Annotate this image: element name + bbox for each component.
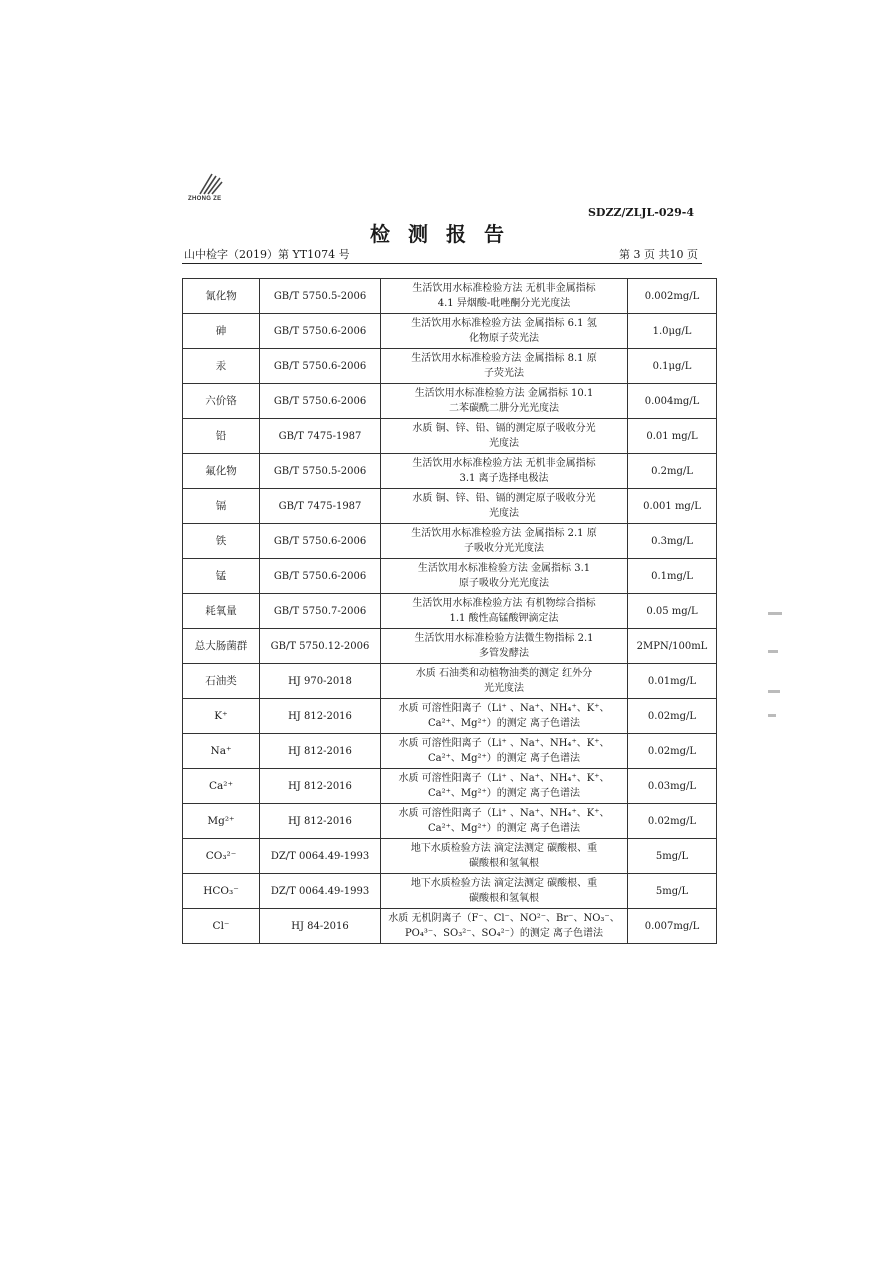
method-line-2: 化物原子荧光法: [469, 333, 539, 344]
standard-cell: GB/T 7475-1987: [260, 489, 381, 524]
method-line-2: 光光度法: [484, 683, 524, 694]
method-line-2: 光度法: [489, 438, 519, 449]
item-cell: 总大肠菌群: [183, 629, 260, 664]
method-cell: [381, 349, 628, 384]
standard-cell: GB/T 5750.5-2006: [260, 454, 381, 489]
method-cell: [381, 769, 628, 804]
method-line-1: 生活饮用水标准检验方法 金属指标 10.1: [414, 388, 594, 399]
method-line-2: 碳酸根和氢氧根: [469, 893, 539, 904]
table-row: [183, 314, 717, 349]
limit-cell: 5mg/L: [628, 874, 717, 909]
limit-cell: 0.03mg/L: [628, 769, 717, 804]
limit-cell: 0.2mg/L: [628, 454, 717, 489]
method-line-1: 水质 石油类和动植物油类的测定 红外分: [415, 668, 593, 679]
method-cell: [381, 734, 628, 769]
method-line-2: Ca²⁺、Mg²⁺）的测定 离子色谱法: [427, 823, 580, 834]
table-row: [183, 909, 717, 944]
method-line-1: 地下水质检验方法 滴定法测定 碳酸根、重: [410, 843, 598, 854]
method-cell: [381, 489, 628, 524]
method-cell: [381, 594, 628, 629]
method-line-1: 生活饮用水标准检验方法 无机非金属指标: [412, 283, 596, 294]
item-cell: Mg²⁺: [183, 804, 260, 839]
limit-cell: 0.02mg/L: [628, 734, 717, 769]
header-rule: [182, 263, 702, 264]
method-line-1: 水质 可溶性阳离子（Li⁺ 、Na⁺、NH₄⁺、K⁺、: [398, 738, 610, 749]
table-row: [183, 769, 717, 804]
method-line-1: 水质 可溶性阳离子（Li⁺ 、Na⁺、NH₄⁺、K⁺、: [398, 773, 610, 784]
limit-cell: 0.01mg/L: [628, 664, 717, 699]
standard-cell: HJ 812-2016: [260, 699, 381, 734]
zhongze-logo-icon: [190, 168, 230, 208]
page-info: 第 3 页 共10 页: [619, 248, 698, 261]
standard-cell: DZ/T 0064.49-1993: [260, 839, 381, 874]
method-line-2: 子吸收分光光度法: [464, 543, 544, 554]
method-line-1: 水质 铜、锌、铅、镉的测定原子吸收分光: [412, 423, 596, 434]
item-cell: 耗氧量: [183, 594, 260, 629]
table-row: [183, 594, 717, 629]
table-row: [183, 804, 717, 839]
method-line-2: Ca²⁺、Mg²⁺）的测定 离子色谱法: [427, 788, 580, 799]
method-line-2: 光度法: [489, 508, 519, 519]
method-line-1: 生活饮用水标准检验方法 金属指标 8.1 原: [411, 353, 597, 364]
method-line-2: 碳酸根和氢氧根: [469, 858, 539, 869]
method-line-2: 4.1 异烟酸-吡唑酮分光光度法: [437, 298, 571, 309]
table-row: [183, 419, 717, 454]
method-line-2: 二苯碳酰二肼分光光度法: [449, 403, 559, 414]
method-line-1: 地下水质检验方法 滴定法测定 碳酸根、重: [410, 878, 598, 889]
method-line-2: 子荧光法: [484, 368, 524, 379]
method-cell: [381, 419, 628, 454]
limit-cell: 0.007mg/L: [628, 909, 717, 944]
table-row: [183, 559, 717, 594]
limit-cell: 0.1μg/L: [628, 349, 717, 384]
standard-cell: DZ/T 0064.49-1993: [260, 874, 381, 909]
limit-cell: 0.002mg/L: [628, 279, 717, 314]
table-row: [183, 629, 717, 664]
report-title: 检测报告: [370, 222, 522, 246]
method-cell: [381, 839, 628, 874]
method-line-1: 生活饮用水标准检验方法 有机物综合指标: [412, 598, 596, 609]
item-cell: 锰: [183, 559, 260, 594]
table-row: [183, 699, 717, 734]
table-row: [183, 384, 717, 419]
standard-cell: GB/T 5750.6-2006: [260, 384, 381, 419]
item-cell: CO₃²⁻: [183, 839, 260, 874]
standard-cell: GB/T 5750.6-2006: [260, 559, 381, 594]
report-id: 山中检字（2019）第 YT1074 号: [184, 248, 350, 261]
table-row: [183, 454, 717, 489]
table-row: [183, 349, 717, 384]
standard-cell: HJ 812-2016: [260, 734, 381, 769]
limit-cell: 0.02mg/L: [628, 804, 717, 839]
method-line-1: 生活饮用水标准检验方法 金属指标 6.1 氢: [411, 318, 597, 329]
method-cell: [381, 279, 628, 314]
method-line-1: 生活饮用水标准检验方法 无机非金属指标: [412, 458, 596, 469]
method-cell: [381, 384, 628, 419]
method-cell: [381, 559, 628, 594]
item-cell: 铅: [183, 419, 260, 454]
method-line-1: 水质 可溶性阳离子（Li⁺ 、Na⁺、NH₄⁺、K⁺、: [398, 703, 610, 714]
standard-cell: HJ 84-2016: [260, 909, 381, 944]
scan-mark: [768, 690, 780, 693]
item-cell: 石油类: [183, 664, 260, 699]
method-cell: [381, 454, 628, 489]
method-line-1: 水质 无机阴离子（F⁻、Cl⁻、NO²⁻、Br⁻、NO₃⁻、: [388, 913, 620, 924]
item-cell: 六价铬: [183, 384, 260, 419]
limit-cell: 0.3mg/L: [628, 524, 717, 559]
document-number: SDZZ/ZLJL-029-4: [587, 206, 694, 219]
method-line-1: 水质 铜、锌、铅、镉的测定原子吸收分光: [412, 493, 596, 504]
limit-cell: 0.05 mg/L: [628, 594, 717, 629]
table-row: [183, 664, 717, 699]
item-cell: 砷: [183, 314, 260, 349]
method-cell: [381, 524, 628, 559]
method-line-2: 多管发酵法: [479, 648, 529, 659]
method-cell: [381, 699, 628, 734]
item-cell: 镉: [183, 489, 260, 524]
method-cell: [381, 804, 628, 839]
table-row: [183, 874, 717, 909]
method-line-2: Ca²⁺、Mg²⁺）的测定 离子色谱法: [427, 718, 580, 729]
method-line-2: 3.1 离子选择电极法: [459, 473, 549, 484]
item-cell: Na⁺: [183, 734, 260, 769]
item-cell: Ca²⁺: [183, 769, 260, 804]
limit-cell: 5mg/L: [628, 839, 717, 874]
limit-cell: 0.001 mg/L: [628, 489, 717, 524]
method-line-1: 生活饮用水标准检验方法 金属指标 2.1 原: [411, 528, 597, 539]
scan-mark: [768, 650, 778, 653]
item-cell: 铁: [183, 524, 260, 559]
scan-mark: [768, 612, 782, 615]
item-cell: HCO₃⁻: [183, 874, 260, 909]
standard-cell: HJ 970-2018: [260, 664, 381, 699]
method-cell: [381, 874, 628, 909]
method-cell: [381, 909, 628, 944]
method-cell: [381, 629, 628, 664]
table-row: [183, 839, 717, 874]
method-line-1: 生活饮用水标准检验方法 金属指标 3.1: [417, 563, 591, 574]
standard-cell: GB/T 5750.6-2006: [260, 314, 381, 349]
table-row: [183, 279, 717, 314]
method-line-2: Ca²⁺、Mg²⁺）的测定 离子色谱法: [427, 753, 580, 764]
method-cell: [381, 314, 628, 349]
standard-cell: GB/T 5750.6-2006: [260, 349, 381, 384]
limit-cell: 1.0μg/L: [628, 314, 717, 349]
logo-text: ZHONG ZE: [188, 196, 222, 202]
scan-mark: [768, 714, 776, 717]
standard-cell: GB/T 5750.6-2006: [260, 524, 381, 559]
table-row: [183, 734, 717, 769]
item-cell: 汞: [183, 349, 260, 384]
table-row: [183, 489, 717, 524]
item-cell: K⁺: [183, 699, 260, 734]
item-cell: 氟化物: [183, 454, 260, 489]
limit-cell: 0.004mg/L: [628, 384, 717, 419]
method-line-2: PO₄³⁻、SO₃²⁻、SO₄²⁻）的测定 离子色谱法: [404, 928, 604, 939]
method-line-2: 1.1 酸性高锰酸钾滴定法: [449, 613, 559, 624]
standard-cell: GB/T 7475-1987: [260, 419, 381, 454]
standard-cell: GB/T 5750.7-2006: [260, 594, 381, 629]
standard-cell: HJ 812-2016: [260, 804, 381, 839]
standard-cell: GB/T 5750.5-2006: [260, 279, 381, 314]
limit-cell: 0.02mg/L: [628, 699, 717, 734]
standard-cell: HJ 812-2016: [260, 769, 381, 804]
standard-cell: GB/T 5750.12-2006: [260, 629, 381, 664]
method-line-2: 原子吸收分光光度法: [459, 578, 549, 589]
table-row: [183, 524, 717, 559]
method-line-1: 水质 可溶性阳离子（Li⁺ 、Na⁺、NH₄⁺、K⁺、: [398, 808, 610, 819]
limit-cell: 0.1mg/L: [628, 559, 717, 594]
method-line-1: 生活饮用水标准检验方法微生物指标 2.1: [414, 633, 594, 644]
method-cell: [381, 664, 628, 699]
limit-cell: 0.01 mg/L: [628, 419, 717, 454]
item-cell: 氰化物: [183, 279, 260, 314]
limit-cell: 2MPN/100mL: [628, 629, 717, 664]
test-results-table: [182, 278, 717, 944]
item-cell: Cl⁻: [183, 909, 260, 944]
